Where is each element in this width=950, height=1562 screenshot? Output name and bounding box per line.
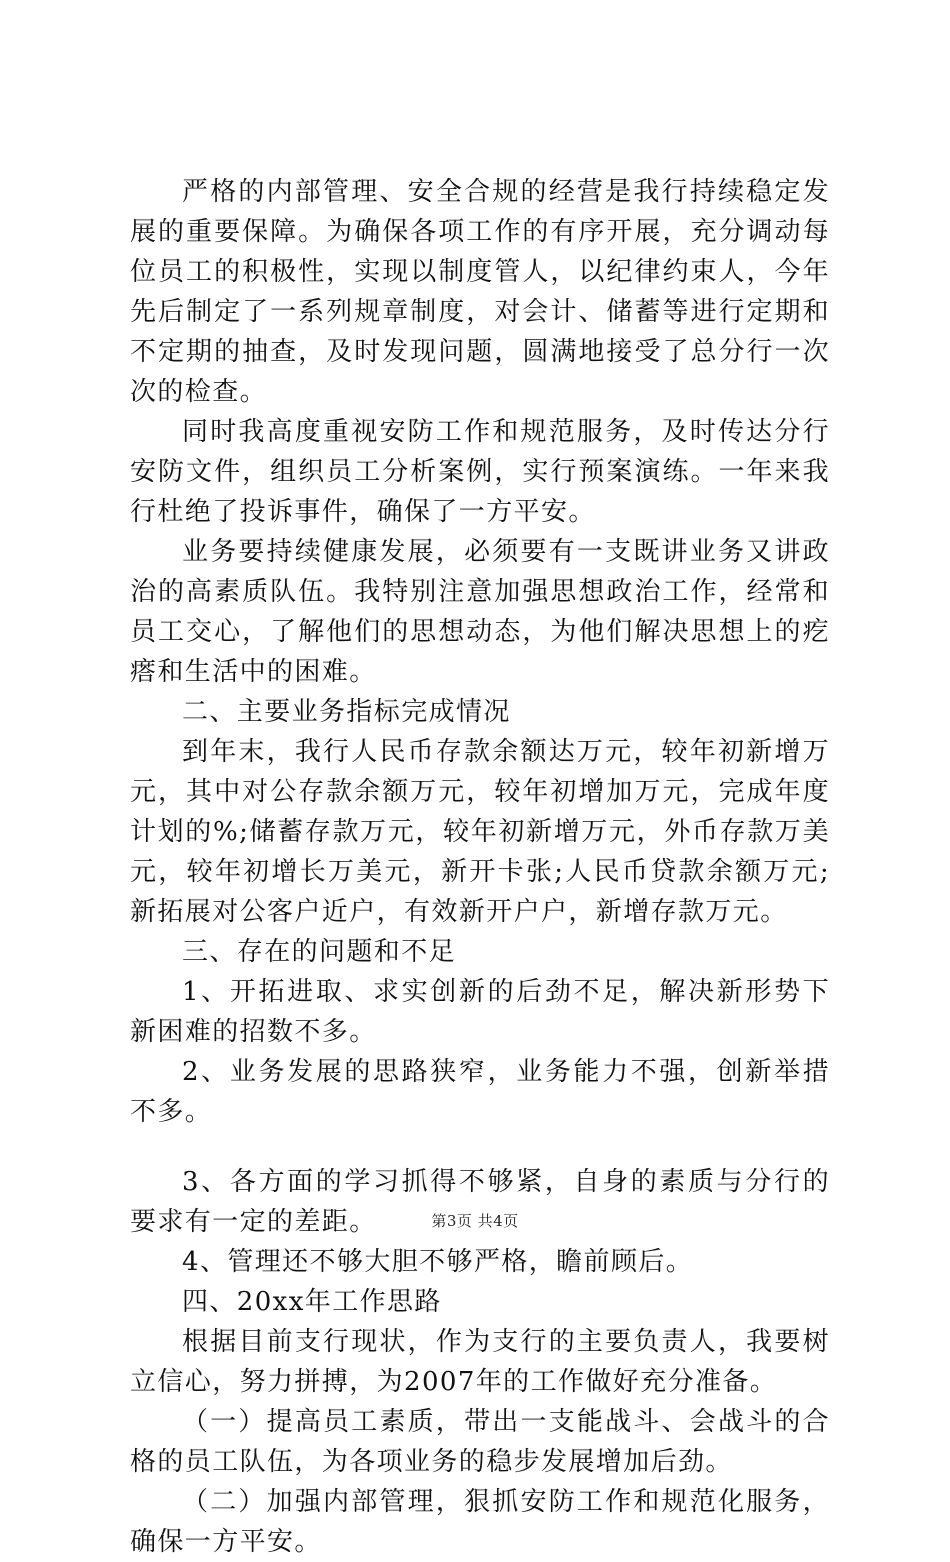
page-number-footer: 第3页 共4页 — [431, 1212, 519, 1230]
paragraph-security-service: 同时我高度重视安防工作和规范服务，及时传达分行安防文件，组织员工分析案例，实行预案演练。一年来我行杜绝了投诉事件，确保了一方平安。 — [130, 417, 830, 527]
paragraph-internal-management: 严格的内部管理、安全合规的经营是我行持续稳定发展的重要保障。为确保各项工作的有序开展，充分调动每位员工的积极性，实现以制度管人，以纪律约束人，今年先后制定了一系列规章制度，对会计、储蓄等进行定期和不定期的抽查，及时发现问题，圆满地接受了总分行一次次的检查。 — [130, 177, 830, 407]
paragraph-team-building: 业务要持续健康发展，必须要有一支既讲业务又讲政治的高素质队伍。我特别注意加强思想政治工作，经常和员工交心，了解他们的思想动态，为他们解决思想上的疙瘩和生活中的困难。 — [130, 537, 830, 687]
problem-item-1: 1、开拓进取、求实创新的后劲不足，解决新形势下新困难的招数不多。 — [130, 977, 830, 1047]
problem-item-4: 4、管理还不够大胆不够严格，瞻前顾后。 — [182, 1247, 694, 1277]
section-heading-problems: 三、存在的问题和不足 — [182, 937, 457, 967]
paragraph-indicators: 到年末，我行人民币存款余额达万元，较年初新增万元，其中对公存款余额万元，较年初增加万元，完成年度计划的%;储蓄存款万元，较年初新增万元，外币存款万美元，较年初增长万美元，新开卡张;人民币贷款余额万元;新拓展对公客户近户，有效新开户户，新增存款万元。 — [130, 737, 830, 927]
paragraph-plan-intro: 根据目前支行现状，作为支行的主要负责人，我要树立信心，努力拼搏，为2007年的工作做好充分准备。 — [130, 1327, 830, 1397]
plan-item-2: （二）加强内部管理，狠抓安防工作和规范化服务，确保一方平安。 — [130, 1487, 830, 1557]
section-heading-indicators: 二、主要业务指标完成情况 — [182, 697, 511, 727]
problem-item-3: 3、各方面的学习抓得不够紧，自身的素质与分行的要求有一定的差距。 — [130, 1167, 830, 1237]
plan-item-1: （一）提高员工素质，带出一支能战斗、会战斗的合格的员工队伍，为各项业务的稳步发展增加后劲。 — [130, 1407, 830, 1477]
problem-item-2: 2、业务发展的思路狭窄，业务能力不强，创新举措不多。 — [130, 1057, 830, 1127]
section-heading-plan: 四、20xx年工作思路 — [182, 1287, 442, 1317]
document-body — [130, 172, 830, 1562]
